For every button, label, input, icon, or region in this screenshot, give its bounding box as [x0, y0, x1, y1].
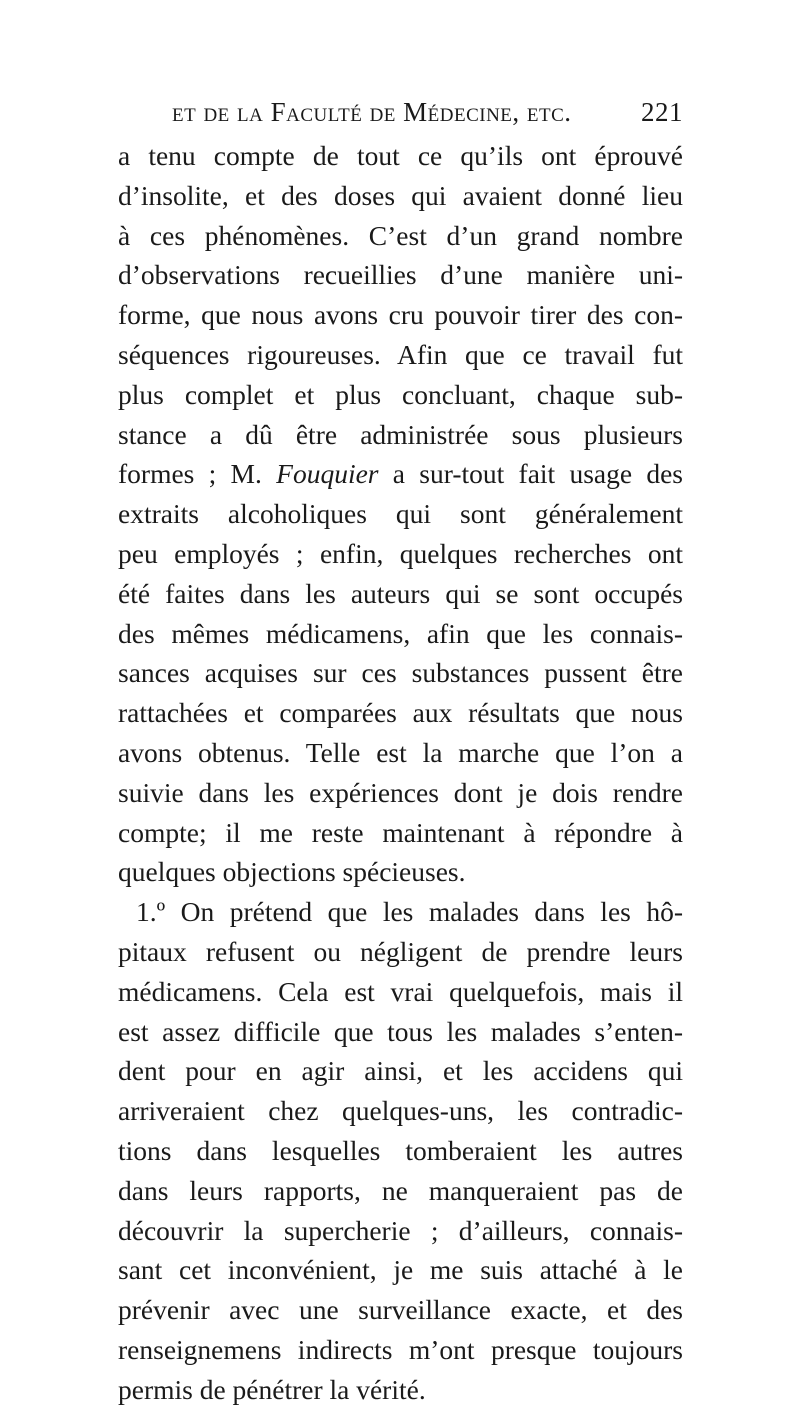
text-line: pitaux refusent ou négligent de prendre leurs [118, 935, 683, 967]
text-line: sant cet inconvénient, je me suis attaché à le [118, 1254, 683, 1286]
text-line: dans leurs rapports, ne manqueraient pas de [118, 1174, 683, 1206]
running-head-title: et de la Faculté de Médecine, etc. [172, 97, 572, 127]
text-line: stance a dû être administrée sous plusieurs [118, 418, 683, 450]
text-line: compte; il me reste maintenant à répondre à [118, 816, 683, 848]
text-line: rattachées et comparées aux résultats que nous [118, 697, 683, 729]
text-line [118, 454, 683, 494]
text-line: prévenir avec une surveillance exacte, et des [118, 1294, 683, 1326]
text-line: dent pour en agir ainsi, et les accidens qui [118, 1055, 683, 1087]
italic-name: Fouquier [276, 458, 379, 490]
text-line: est assez difficile que tous les malades s’enten- [118, 1015, 683, 1047]
text-segment: formes ; M. [118, 458, 277, 490]
text-line: sances acquises sur ces substances pussent être [118, 657, 683, 689]
text-line: été faites dans les auteurs qui se sont occupés [118, 577, 683, 609]
text-line: arriveraient chez quelques-uns, les contradic- [118, 1095, 683, 1127]
text-line: avons obtenus. Telle est la marche que l’on a [118, 736, 683, 768]
text-line: renseignemens indirects m’ont presque toujours [118, 1333, 683, 1365]
text-segment: a sur-tout fait usage des [378, 458, 683, 490]
text-line: 1.º On prétend que les malades dans les hô- [136, 896, 683, 928]
text-line: d’insolite, et des doses qui avaient donné lieu [118, 179, 683, 211]
text-line: plus complet et plus concluant, chaque sub- [118, 378, 683, 410]
text-line: tions dans lesquelles tomberaient les autres [118, 1134, 683, 1166]
text-line: extraits alcoholiques qui sont généralement [118, 498, 683, 530]
body-text [118, 136, 683, 1410]
text-line: séquences rigoureuses. Afin que ce travail fut [118, 338, 683, 370]
text-line: a tenu compte de tout ce qu’ils ont éprouvé [118, 140, 683, 171]
text-line: médicamens. Cela est vrai quelquefois, mais il [118, 975, 683, 1007]
text-line: des mêmes médicamens, afin que les connais- [118, 617, 683, 649]
text-line: suivie dans les expériences dont je dois rendre [118, 776, 683, 808]
text-line: à ces phénomènes. C’est d’un grand nombre [118, 219, 683, 251]
text-line: découvrir la supercherie ; d’ailleurs, connais- [118, 1214, 683, 1246]
text-line: forme, que nous avons cru pouvoir tirer des con- [118, 299, 683, 331]
page-number: 221 [641, 97, 683, 127]
text-line: peu employés ; enfin, quelques recherches ont [118, 537, 683, 569]
text-line: permis de pénétrer la vérité. [118, 1373, 426, 1405]
text-line: quelques objections spécieuses. [118, 856, 466, 888]
running-head [118, 92, 683, 132]
text-line: d’observations recueillies d’une manière uni- [118, 259, 683, 291]
